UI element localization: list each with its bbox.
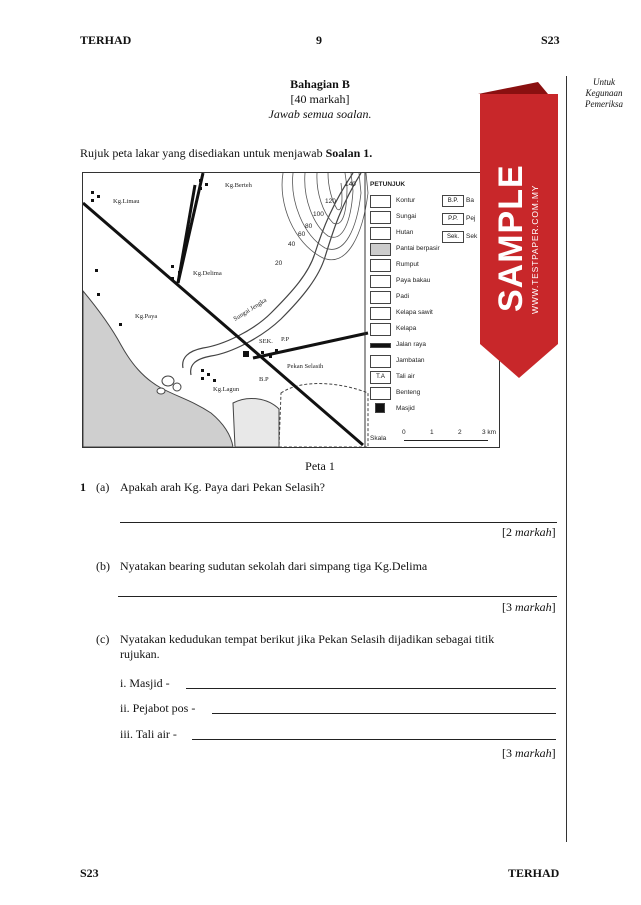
marks-end: ] <box>551 600 556 614</box>
legend-label: Rumput <box>396 261 419 268</box>
legend-symbol <box>370 227 391 240</box>
legend-symbol: T.A <box>370 371 391 384</box>
examiner-line: Pemeriksa <box>585 99 623 109</box>
legend-symbol <box>370 243 391 256</box>
q1c-text-2: rujukan. <box>120 647 160 661</box>
examiner-margin-line <box>566 76 567 842</box>
q1a-marks <box>502 525 556 540</box>
legend-symbol <box>370 387 391 400</box>
q1a-label: (a) <box>96 480 110 494</box>
scale-tick: 1 <box>430 429 434 436</box>
legend-label: Jalan raya <box>396 341 426 348</box>
svg-text:SEK.: SEK. <box>259 338 273 345</box>
header-right: S23 <box>541 33 560 47</box>
svg-text:Kg.Delima: Kg.Delima <box>193 270 222 277</box>
question-number: 1 <box>80 480 86 494</box>
marks-end: ] <box>551 746 556 760</box>
legend-label: Kontur <box>396 197 416 204</box>
code-label: Pej <box>466 215 476 222</box>
svg-text:Kg.Paya: Kg.Paya <box>135 313 158 320</box>
q1a-answer-line[interactable] <box>120 522 557 523</box>
marks-word: markah <box>515 525 552 539</box>
q1c-marks <box>502 746 556 761</box>
section-title: Bahagian B <box>290 77 350 91</box>
legend-symbol <box>370 259 391 272</box>
examiner-line: Kegunaan <box>585 88 623 98</box>
legend-label: Benteng <box>396 389 421 396</box>
legend-symbol <box>370 307 391 320</box>
svg-text:120: 120 <box>325 198 336 205</box>
legend-label: Jambatan <box>396 357 425 364</box>
marks-word: markah <box>515 746 552 760</box>
tali-air-answer-line[interactable] <box>192 739 556 740</box>
marks-num: [3 <box>502 600 515 614</box>
intro-text <box>80 146 372 161</box>
svg-text:20: 20 <box>275 260 283 267</box>
scale-tick: 3 km <box>482 429 497 436</box>
q1c-text-1: Nyatakan kedudukan tempat berikut jika Pekan Selasih dijadikan sebagai titik <box>120 632 495 646</box>
q1b-marks <box>502 600 556 615</box>
scale-tick: 2 <box>458 429 462 436</box>
intro-plain: Rujuk peta lakar yang disediakan untuk menjawab <box>80 146 326 160</box>
q1b-text: Nyatakan bearing sudutan sekolah dari simpang tiga Kg.Delima <box>120 559 428 573</box>
islands <box>157 376 181 394</box>
marks-num: [3 <box>502 746 515 760</box>
svg-text:60: 60 <box>298 231 306 238</box>
legend-label: Kelapa sawit <box>396 309 433 316</box>
code-box: P.P. <box>442 213 464 225</box>
legend-symbol <box>370 195 391 208</box>
examiner-box <box>568 77 640 110</box>
legend-title: PETUNJUK <box>370 181 406 188</box>
legend-symbol <box>370 211 391 224</box>
legend-label: Pantai berpasir <box>396 245 440 252</box>
marks-end: ] <box>551 525 556 539</box>
footer-right: TERHAD <box>508 866 560 880</box>
svg-text:100: 100 <box>313 211 324 218</box>
legend-label: Kelapa <box>396 325 417 332</box>
footer-left: S23 <box>80 866 99 880</box>
legend-label: Masjid <box>396 405 415 412</box>
legend-label: Paya bakau <box>396 277 431 284</box>
svg-text:P.P: P.P <box>281 336 290 343</box>
q1b-label: (b) <box>96 559 110 573</box>
svg-text:Kg.Berteh: Kg.Berteh <box>225 182 252 189</box>
legend-label: Padi <box>396 293 410 300</box>
masjid-answer-line[interactable] <box>186 688 556 689</box>
legend-symbol <box>370 275 391 288</box>
svg-text:Pekan Selasih: Pekan Selasih <box>287 363 324 370</box>
mosque-icon <box>375 403 385 413</box>
q1c-item-masjid: i. Masjid - <box>120 676 170 690</box>
code-box: B.P. <box>442 195 464 207</box>
svg-text:Kg.Limau: Kg.Limau <box>113 198 140 205</box>
intro-bold: Soalan 1. <box>325 146 373 160</box>
legend-symbol <box>370 291 391 304</box>
scale-label: Skala <box>370 435 387 442</box>
header-left: TERHAD <box>80 33 132 47</box>
svg-text:Sungai Jengka: Sungai Jengka <box>232 296 269 323</box>
legend-symbol <box>370 323 391 336</box>
scale-tick: 0 <box>402 429 406 436</box>
code-box: Sek. <box>442 231 464 243</box>
legend-label: Sungai <box>396 213 417 220</box>
sketch-map <box>82 172 500 448</box>
page-number: 9 <box>316 33 322 47</box>
watermark-main: SAMPLE <box>492 164 530 312</box>
legend-symbol <box>370 343 391 348</box>
code-label: Sek <box>466 233 478 240</box>
svg-text:Kg.Lagun: Kg.Lagun <box>213 386 240 393</box>
q1a-text: Apakah arah Kg. Paya dari Pekan Selasih? <box>120 480 325 494</box>
legend-label: Hutan <box>396 229 414 236</box>
section-instruction: Jawab semua soalan. <box>268 107 372 121</box>
svg-text:40: 40 <box>288 241 296 248</box>
marks-word: markah <box>515 600 552 614</box>
map-caption: Peta 1 <box>305 459 335 473</box>
examiner-line: Untuk <box>593 77 615 87</box>
section-marks: [40 markah] <box>290 92 350 106</box>
q1c-item-pejabat-pos: ii. Pejabot pos - <box>120 701 196 715</box>
svg-text:140: 140 <box>345 181 356 188</box>
svg-text:80: 80 <box>305 223 313 230</box>
q1c-item-tali-air: iii. Tali air - <box>120 727 177 741</box>
watermark-sub: WWW.TESTPAPER.COM.MY <box>530 184 540 314</box>
legend-symbol <box>370 355 391 368</box>
pejabat-pos-answer-line[interactable] <box>212 713 556 714</box>
marks-num: [2 <box>502 525 515 539</box>
mangrove-area <box>233 398 279 447</box>
sample-watermark <box>478 82 560 382</box>
map-scale <box>370 431 499 445</box>
q1c-label: (c) <box>96 632 110 646</box>
q1b-answer-line[interactable] <box>118 596 557 597</box>
code-label: Ba <box>466 197 474 204</box>
scale-bar <box>404 440 488 441</box>
place-labels <box>113 182 324 393</box>
legend-label: Tali air <box>396 373 415 380</box>
svg-text:B.P: B.P <box>259 376 269 383</box>
